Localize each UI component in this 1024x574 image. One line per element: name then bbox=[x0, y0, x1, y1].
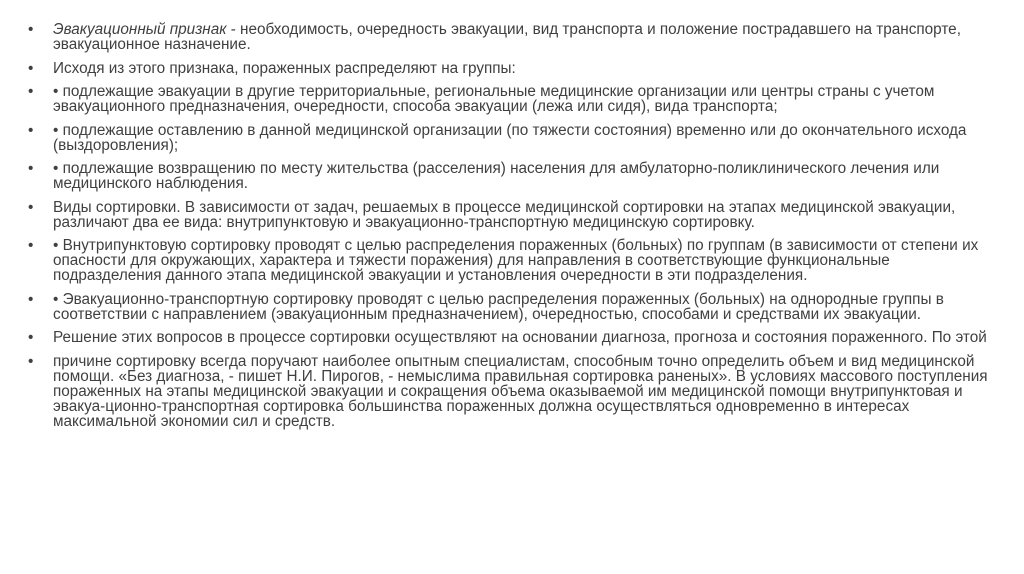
item-text: • Внутрипунктовую сортировку проводят с целью распределения пораженных (больных) по группам (в зависимости от степени их опасности для окружающих, характера и тяжести поражения) для направления в соответствующие функциональные подразделения данного этапа медицинской эвакуации и установления очередности в эти подразделения. bbox=[53, 237, 979, 284]
bullet-marker: • bbox=[28, 21, 34, 38]
bullet-marker: • bbox=[28, 198, 34, 216]
bullet-marker: • bbox=[28, 352, 34, 370]
list-item bbox=[28, 61, 988, 76]
bullet-marker: • bbox=[28, 290, 34, 308]
bullet-marker: • bbox=[28, 160, 34, 177]
item-text: - необходимость, очередность эвакуации, вид транспорта и положение пострадавшего на транспорте, эвакуационное назначение. bbox=[53, 21, 961, 53]
list-item bbox=[28, 200, 988, 230]
list-item bbox=[28, 330, 988, 345]
item-text: причине сортировку всегда поручают наиболее опытным специалистам, способным точно определить объем и вид медицинской помощи. «Без диагноза, - пишет Н.И. Пирогов, - немыслима правильная сортировка раненых». В условиях массового поступления пораженных на этапы медицинской эвакуации и сокращения объема оказываемой им медицинской помощи внутрипунктовая и эвакуа-ционно-транспортная сортировка большинства пораженных должна осуществляться одновременно в интересах максимальной экономии сил и средств. bbox=[53, 352, 988, 430]
list-item bbox=[28, 161, 988, 191]
item-text: • подлежащие возвращению по месту жительства (расселения) населения для амбулаторно-поликлинического лечения или медицинского наблюдения. bbox=[53, 160, 940, 192]
item-text: Виды сортировки. В зависимости от задач, решаемых в процессе медицинской сортировки на этапах медицинской эвакуации, различают два ее вида: внутрипунктовую и эвакуационно-транспортную медицинскую сортировку. bbox=[53, 198, 956, 231]
item-text: • Эвакуационно-транспортную сортировку проводят с целью распределения пораженных (больных) на однородные группы в соответствии с направлением (эвакуационным предназначением), очередностью, способами и средствами их эвакуации. bbox=[53, 290, 944, 323]
bullet-marker: • bbox=[28, 237, 34, 254]
list-item bbox=[28, 123, 988, 153]
term-evacuation-sign: Эвакуационный признак bbox=[53, 21, 227, 38]
list-item bbox=[28, 238, 988, 283]
list-item bbox=[28, 354, 988, 429]
item-text: • подлежащие оставлению в данной медицинской организации (по тяжести состояния) временно или до окончательного исхода (выздоровления); bbox=[53, 121, 967, 154]
item-text: Решение этих вопросов в процессе сортировки осуществляют на основании диагноза, прогноза и состояния пораженного. По этой bbox=[53, 329, 987, 346]
bullet-marker: • bbox=[28, 121, 34, 139]
item-text: Исходя из этого признака, пораженных распределяют на группы: bbox=[53, 59, 516, 77]
list-item bbox=[28, 22, 988, 52]
item-text: • подлежащие эвакуации в другие территориальные, региональные медицинские организации или центры страны с учетом эвакуационного предназначения, очередности, способа эвакуации (лежа или сидя), вида транспорта; bbox=[53, 83, 935, 115]
bullet-list bbox=[28, 22, 988, 437]
bullet-marker: • bbox=[28, 329, 34, 346]
bullet-marker: • bbox=[28, 59, 34, 77]
list-item bbox=[28, 84, 988, 114]
list-item bbox=[28, 292, 988, 322]
bullet-marker: • bbox=[28, 83, 34, 100]
